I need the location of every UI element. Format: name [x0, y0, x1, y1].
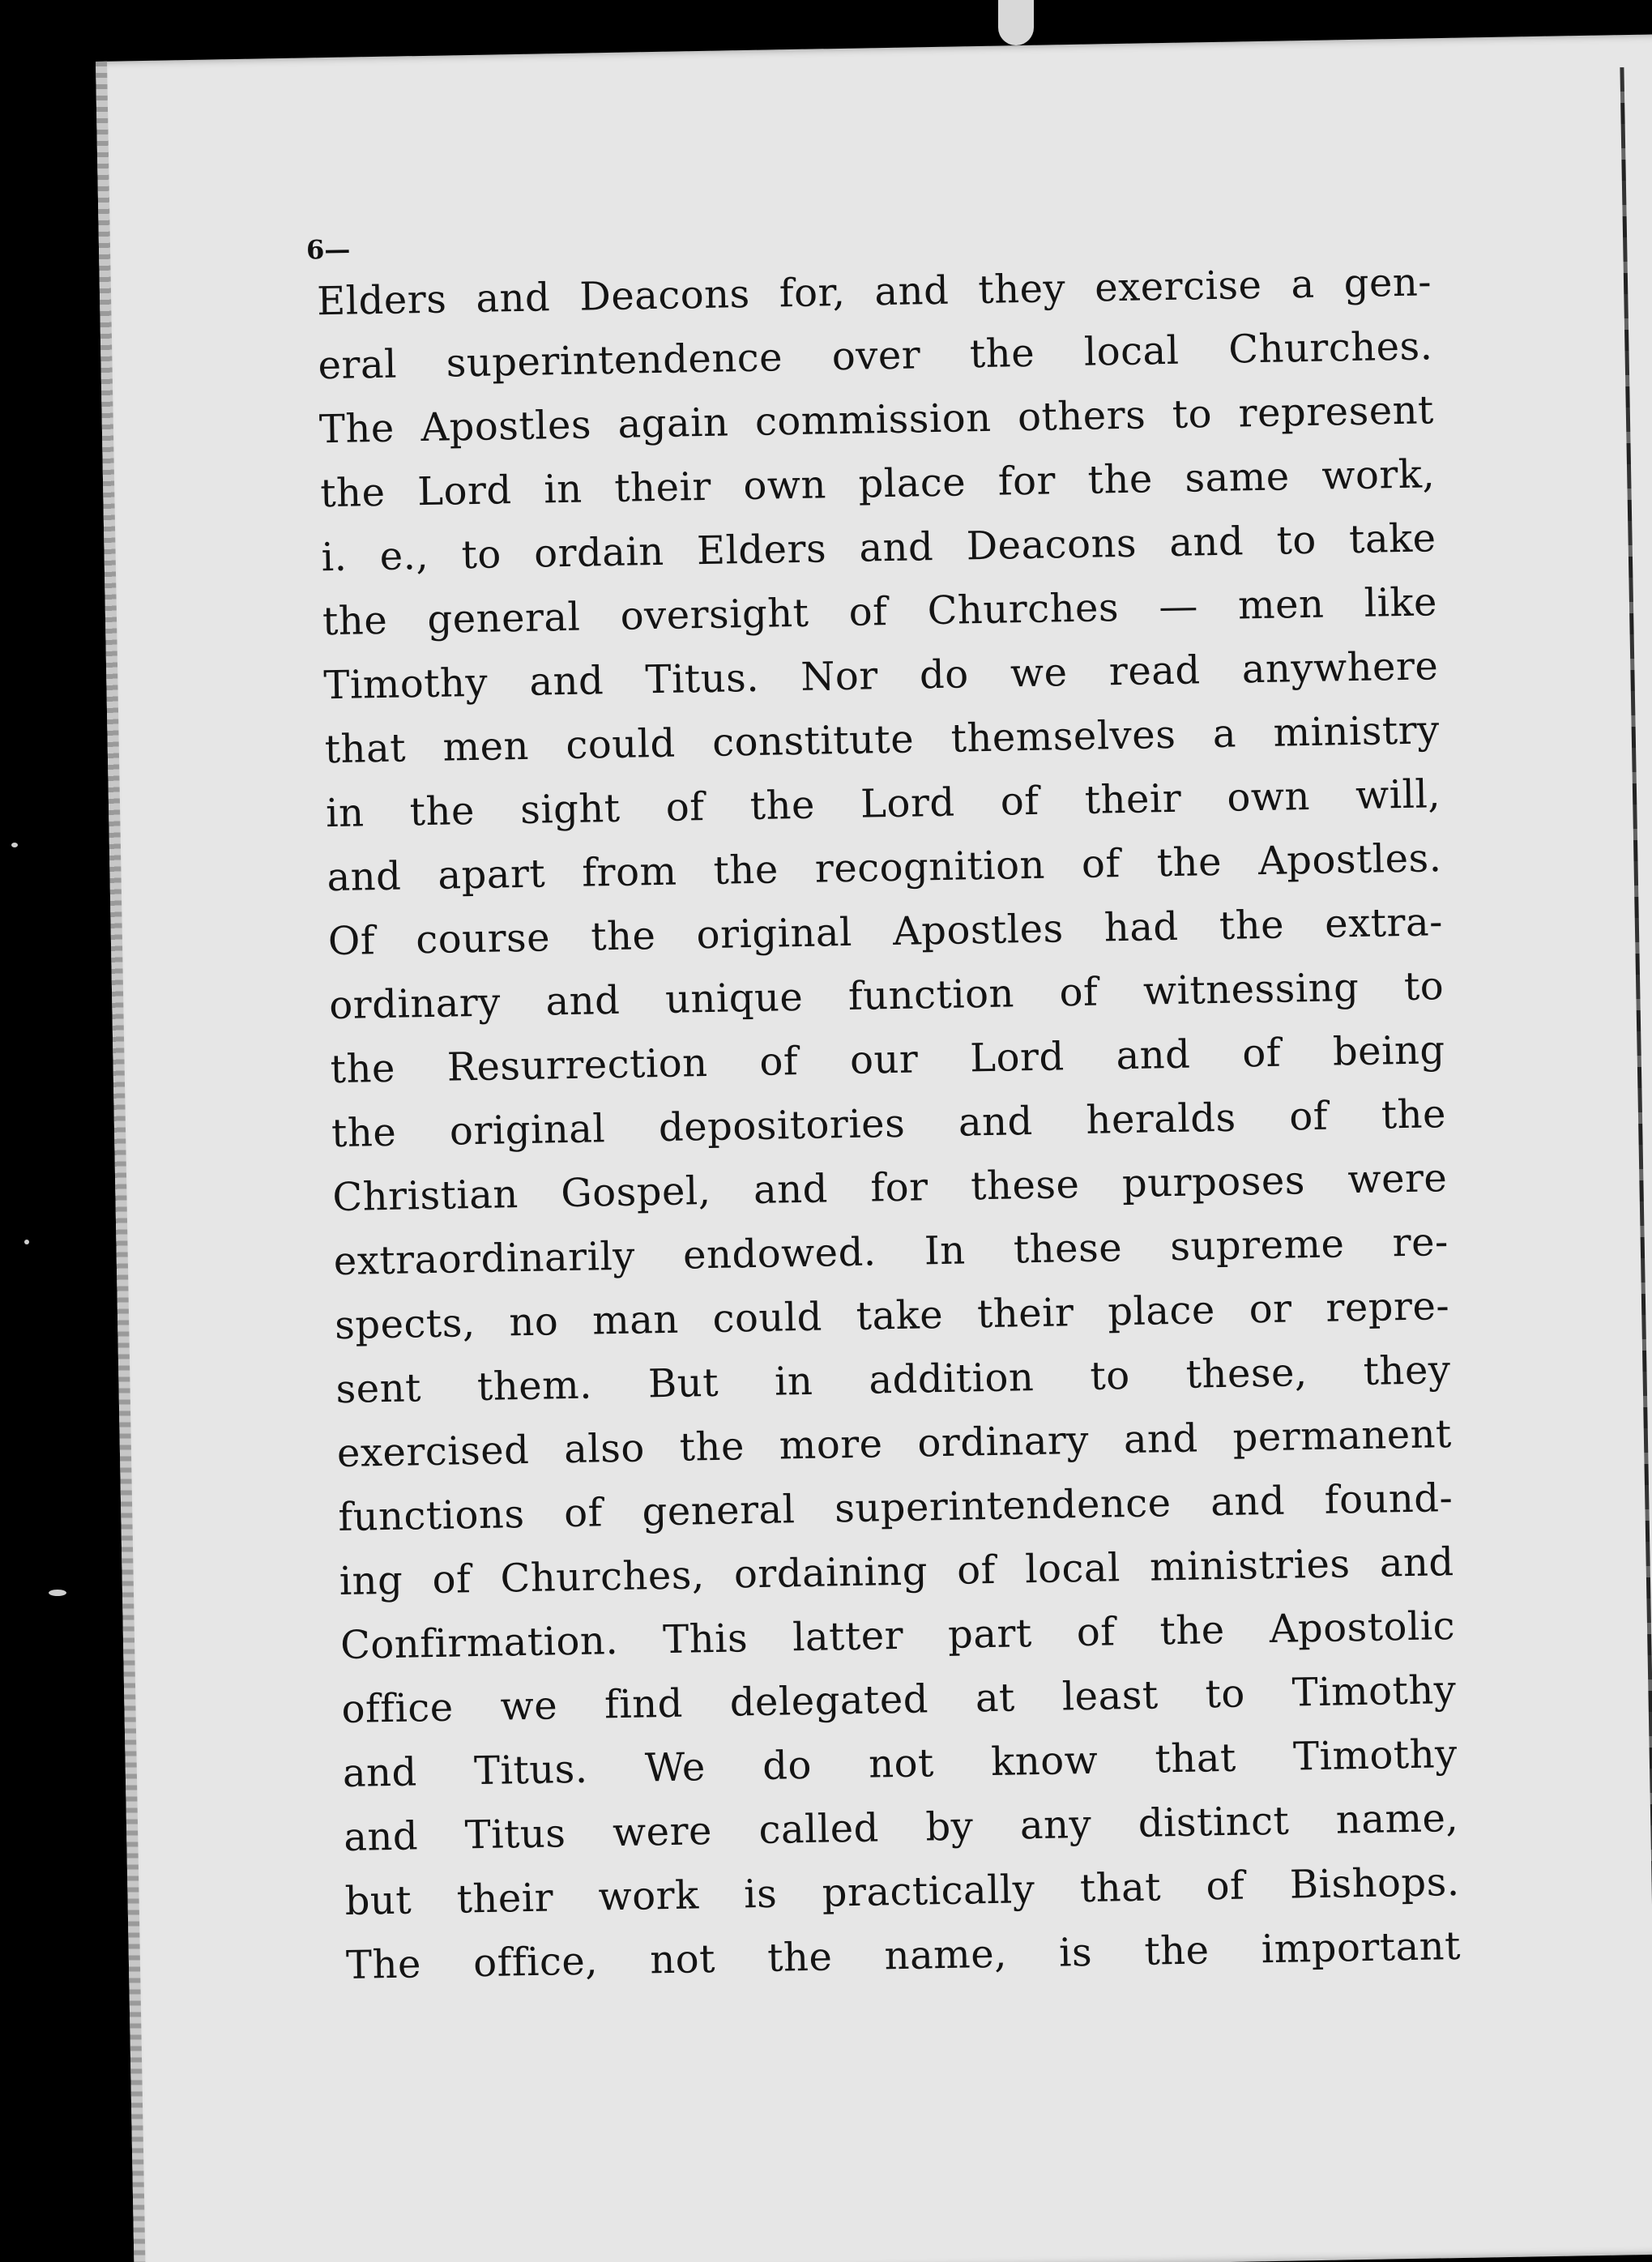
text-line: the Lord in their own place for the same work,	[319, 451, 1436, 517]
text-line: in the sight of the Lord of their own will,	[325, 771, 1441, 837]
text-line: office we find delegated at least to Timothy	[341, 1667, 1457, 1733]
text-line: but their work is practically that of Bishops.	[344, 1859, 1460, 1924]
text-line: ordinary and unique function of witnessing to	[328, 963, 1445, 1029]
body-text	[317, 250, 1462, 1998]
film-mark	[998, 0, 1034, 45]
page-left-edge	[96, 62, 146, 2262]
text-line: Christian Gospel, and for these purposes were	[332, 1155, 1448, 1221]
text-line: functions of general superintendence and found-	[337, 1475, 1454, 1541]
text-line: ing of Churches, ordaining of local ministries and	[339, 1539, 1455, 1605]
text-line: that men could constitute themselves a ministry	[324, 707, 1441, 773]
page-gutter	[1620, 67, 1652, 2206]
text-line: and Titus. We do not know that Timothy	[342, 1731, 1458, 1796]
book-page	[96, 34, 1652, 2262]
text-line: Of course the original Apostles had the extra-	[327, 899, 1444, 965]
text-line: and apart from the recognition of the Apostles.	[327, 835, 1442, 901]
text-line: The office, not the name, is the important	[345, 1923, 1462, 1988]
scan-speck	[24, 1240, 29, 1244]
text-line: exercised also the more ordinary and permanent	[336, 1411, 1453, 1477]
text-line: Confirmation. This latter part of the Apostolic	[339, 1603, 1456, 1669]
scan-speck	[49, 1590, 66, 1596]
text-line: i. e., to ordain Elders and Deacons and to take	[321, 515, 1437, 581]
scan-speck	[11, 843, 18, 847]
text-line: eral superintendence over the local Churches.	[318, 323, 1433, 389]
text-line: spects, no man could take their place or repre-	[334, 1283, 1450, 1349]
page-number: 6—	[305, 233, 351, 266]
text-line: The Apostles again commission others to represent	[318, 387, 1435, 453]
text-line: the general oversight of Churches — men like	[322, 579, 1438, 645]
text-line: Timothy and Titus. Nor do we read anywhere	[322, 643, 1439, 709]
text-line: sent them. But in addition to these, they	[335, 1347, 1451, 1413]
text-line: and Titus were called by any distinct name,	[343, 1795, 1459, 1860]
text-line: Elders and Deacons for, and they exercise a gen-	[316, 259, 1432, 325]
text-line: the original depositories and heralds of the	[331, 1091, 1447, 1157]
text-line: extraordinarily endowed. In these supreme re-	[333, 1219, 1449, 1285]
text-line: the Resurrection of our Lord and of being	[330, 1027, 1446, 1093]
